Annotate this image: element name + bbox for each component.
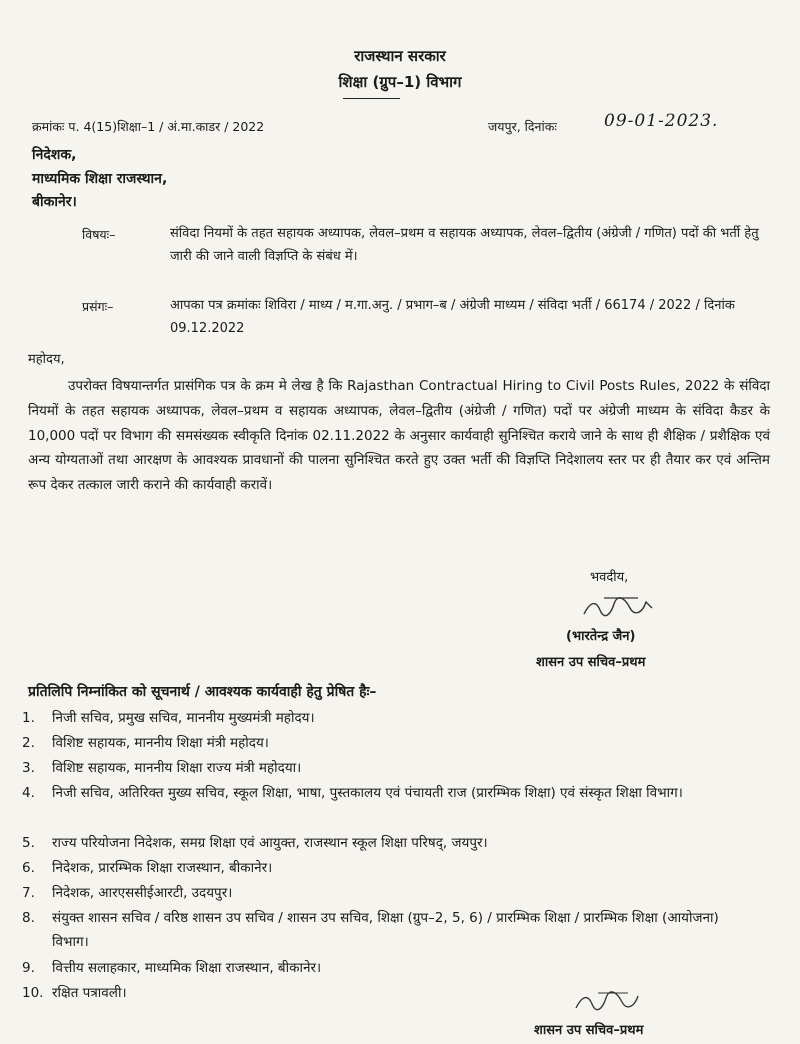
context-label: प्रसंगः– <box>82 299 114 314</box>
list-item: 7. निदेशक, आरएससीईआरटी, उदयपुर। <box>22 885 233 901</box>
addressee-line-3: बीकानेर। <box>32 194 77 210</box>
handwritten-date: 09-01-2023. <box>604 111 719 131</box>
list-item: 8. संयुक्त शासन सचिव / वरिष्ठ शासन उप सचिव / शासन उप सचिव, शिक्षा (ग्रुप–2, 5, 6) / प्रारम्भिक शिक्षा / प्रारम्भिक शिक्षा (आयोजना) विभाग। <box>22 910 719 950</box>
reference-number: क्रमांकः प. 4(15)शिक्षा–1 / अं.मा.काडर / 2022 <box>32 119 265 134</box>
addressee-line-2: माध्यमिक शिक्षा राजस्थान, <box>32 171 168 187</box>
place-date-label: जयपुर, दिनांकः <box>488 119 557 134</box>
body-paragraph: उपरोक्त विषयान्तर्गत प्रासंगिक पत्र के क्रम मे लेख है कि Rajasthan Contractual Hiring to Civil Posts Rules, 2022 के संविदा नियमों के तहत सहायक अध्यापक, लेवल–प्रथम व सहायक अध्यापक, लेवल–द्वितीय (अंग्रेजी / गणित) पदों पर अंग्रेजी माध्यम के संविदा कैडर के 10,000 पदों पर विभाग की समसंख्यक स्वीकृति दिनांक 02.11.2022 के अनुसार कार्यवाही सुनिश्चित कराये जाने के साथ ही शैक्षिक / प्रशैक्षिक एवं अन्य योग्यताओं तथा आरक्षण के आवश्यक प्रावधानों की पालना सुनिश्चित करते हुए उक्त भर्ती की विज्ञप्ति निदेशालय स्तर पर ही तैयार कर एवं अन्तिम रूप देकर तत्काल जारी कराने की कार्यवाही करावें। <box>28 378 770 494</box>
copy-to-list <box>22 706 752 1006</box>
signature-2 <box>572 990 652 1018</box>
list-item: 3. विशिष्ट सहायक, माननीय शिक्षा राज्य मंत्री महोदया। <box>22 760 302 776</box>
salutation: महोदय, <box>28 352 65 367</box>
list-item: 4. निजी सचिव, अतिरिक्त मुख्य सचिव, स्कूल शिक्षा, भाषा, पुस्तकालय एवं पंचायती राज (प्रारम्भिक शिक्षा) एवं संस्कृत शिक्षा विभाग। <box>22 785 683 801</box>
list-item: 2. विशिष्ट सहायक, माननीय शिक्षा मंत्री महोदय। <box>22 735 269 751</box>
heading-underline <box>343 98 400 99</box>
signatory-name: (भारतेन्द्र जैन) <box>566 629 636 644</box>
list-item: 6. निदेशक, प्रारम्भिक शिक्षा राजस्थान, बीकानेर। <box>22 860 273 876</box>
subject-text: संविदा नियमों के तहत सहायक अध्यापक, लेवल–प्रथम व सहायक अध्यापक, लेवल–द्वितीय (अंग्रेजी / गणित) पदों की भर्ती हेतु जारी की जाने वाली विज्ञप्ति के संबंध में। <box>170 226 759 264</box>
signatory-designation: शासन उप सचिव–प्रथम <box>536 655 646 670</box>
subject-label: विषयः– <box>82 227 116 242</box>
list-item: 9. वित्तीय सलाहकार, माध्यमिक शिक्षा राजस्थान, बीकानेर। <box>22 960 322 976</box>
list-item: 5. राज्य परियोजना निदेशक, समग्र शिक्षा एवं आयुक्त, राजस्थान स्कूल शिक्षा परिषद्, जयपुर। <box>22 835 488 851</box>
context-text: आपका पत्र क्रमांकः शिविरा / माध्य / म.गा.अनु. / प्रभाग–ब / अंग्रेजी माध्यम / संविदा भर्ती / 66174 / 2022 / दिनांक 09.12.2022 <box>170 298 735 336</box>
department-heading: शिक्षा (ग्रुप–1) विभाग <box>338 73 462 91</box>
list-item: 1. निजी सचिव, प्रमुख सचिव, माननीय मुख्यमंत्री महोदय। <box>22 710 315 726</box>
list-item: 10. रक्षित पत्रावली। <box>22 985 127 1001</box>
signature-1 <box>580 594 660 624</box>
addressee-line-1: निदेशक, <box>32 147 77 163</box>
copy-designation: शासन उप सचिव–प्रथम <box>534 1023 644 1038</box>
copy-to-heading: प्रतिलिपि निम्नांकित को सूचनार्थ / आवश्यक कार्यवाही हेतु प्रेषित हैः– <box>28 684 377 700</box>
govt-heading: राजस्थान सरकार <box>354 47 446 65</box>
valediction: भवदीय, <box>590 570 629 585</box>
